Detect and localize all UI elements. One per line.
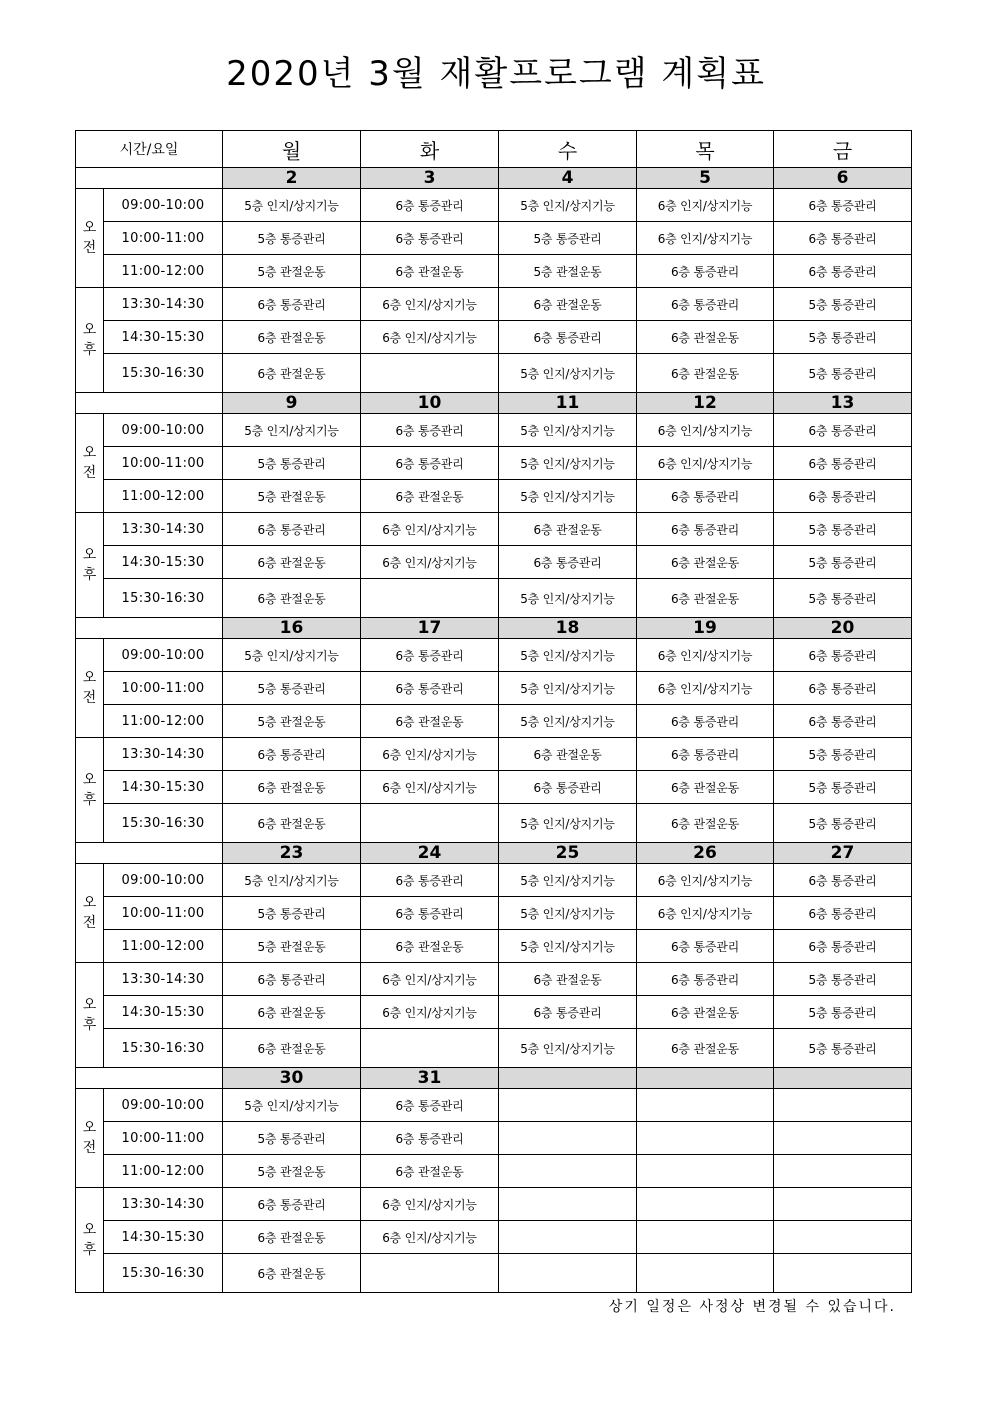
time-cell: 15:30-16:30 (104, 579, 223, 618)
date-cell-tue: 24 (361, 843, 499, 864)
program-cell-fri: 6층 통증관리 (774, 447, 912, 480)
period-am-char: 오 (82, 895, 97, 911)
header-row (76, 131, 912, 168)
time-slot-row (76, 321, 912, 354)
program-cell-tue: 6층 인지/상지기능 (361, 321, 499, 354)
period-am-char: 오 (82, 1120, 97, 1136)
program-cell-mon: 6층 관절운동 (223, 1029, 361, 1068)
program-cell-mon: 6층 관절운동 (223, 804, 361, 843)
program-cell-tue: 6층 관절운동 (361, 930, 499, 963)
program-cell-thu: 6층 인지/상지기능 (637, 222, 774, 255)
time-slot-row (76, 1221, 912, 1254)
program-cell-wed: 5층 인지/상지기능 (499, 189, 637, 222)
date-cell-fri (774, 1068, 912, 1089)
program-cell-fri: 6층 통증관리 (774, 930, 912, 963)
program-cell-tue: 6층 인지/상지기능 (361, 288, 499, 321)
program-cell-thu: 6층 관절운동 (637, 321, 774, 354)
program-cell-thu: 6층 통증관리 (637, 513, 774, 546)
program-cell-mon: 6층 관절운동 (223, 354, 361, 393)
period-am (76, 1089, 104, 1188)
period-am-char: 오 (82, 220, 97, 236)
date-cell-tue: 31 (361, 1068, 499, 1089)
period-pm-char: 오 (82, 997, 97, 1013)
program-cell-mon: 6층 관절운동 (223, 996, 361, 1029)
program-cell-thu: 6층 인지/상지기능 (637, 639, 774, 672)
program-cell-tue: 6층 통증관리 (361, 222, 499, 255)
date-cell-wed: 18 (499, 618, 637, 639)
program-cell-tue: 6층 통증관리 (361, 1122, 499, 1155)
program-cell-fri: 6층 통증관리 (774, 672, 912, 705)
program-cell-thu: 6층 관절운동 (637, 996, 774, 1029)
period-pm-char: 후 (82, 1242, 97, 1258)
period-am-char: 오 (82, 670, 97, 686)
date-row (76, 168, 912, 189)
date-cell-wed: 11 (499, 393, 637, 414)
program-cell-fri: 6층 통증관리 (774, 255, 912, 288)
program-cell-wed (499, 1254, 637, 1293)
time-cell: 11:00-12:00 (104, 255, 223, 288)
program-cell-thu: 6층 통증관리 (637, 738, 774, 771)
day-header-wed: 수 (499, 131, 637, 168)
program-cell-mon: 6층 통증관리 (223, 1188, 361, 1221)
program-cell-thu: 6층 인지/상지기능 (637, 414, 774, 447)
program-cell-thu (637, 1188, 774, 1221)
date-cell-fri: 6 (774, 168, 912, 189)
time-slot-row (76, 672, 912, 705)
program-cell-mon: 6층 관절운동 (223, 771, 361, 804)
date-row-spacer (76, 393, 223, 414)
program-cell-fri: 5층 통증관리 (774, 963, 912, 996)
time-slot-row (76, 414, 912, 447)
program-cell-fri: 6층 통증관리 (774, 864, 912, 897)
time-cell: 14:30-15:30 (104, 996, 223, 1029)
day-header-mon: 월 (223, 131, 361, 168)
program-cell-wed: 5층 인지/상지기능 (499, 639, 637, 672)
program-cell-mon: 6층 통증관리 (223, 738, 361, 771)
program-cell-tue: 6층 관절운동 (361, 255, 499, 288)
date-cell-thu: 26 (637, 843, 774, 864)
time-cell: 14:30-15:30 (104, 771, 223, 804)
program-cell-tue: 6층 통증관리 (361, 1089, 499, 1122)
time-cell: 09:00-10:00 (104, 639, 223, 672)
time-slot-row (76, 963, 912, 996)
time-slot-row (76, 354, 912, 393)
program-cell-mon: 6층 관절운동 (223, 1254, 361, 1293)
program-cell-tue: 6층 통증관리 (361, 414, 499, 447)
program-cell-wed: 5층 인지/상지기능 (499, 579, 637, 618)
program-cell-tue: 6층 통증관리 (361, 897, 499, 930)
time-cell: 10:00-11:00 (104, 897, 223, 930)
period-am-char: 오 (82, 445, 97, 461)
program-cell-fri (774, 1221, 912, 1254)
time-cell: 10:00-11:00 (104, 672, 223, 705)
program-cell-fri: 6층 통증관리 (774, 639, 912, 672)
time-cell: 13:30-14:30 (104, 288, 223, 321)
period-am (76, 864, 104, 963)
program-cell-fri: 6층 통증관리 (774, 480, 912, 513)
program-cell-wed: 6층 통증관리 (499, 321, 637, 354)
period-pm-char: 후 (82, 1017, 97, 1033)
period-pm-char: 오 (82, 772, 97, 788)
time-cell: 10:00-11:00 (104, 447, 223, 480)
time-slot-row (76, 1188, 912, 1221)
period-pm-char: 오 (82, 547, 97, 563)
time-cell: 15:30-16:30 (104, 1029, 223, 1068)
time-slot-row (76, 222, 912, 255)
program-cell-wed: 6층 관절운동 (499, 963, 637, 996)
program-cell-thu: 6층 통증관리 (637, 930, 774, 963)
program-cell-tue: 6층 통증관리 (361, 672, 499, 705)
time-cell: 13:30-14:30 (104, 963, 223, 996)
time-slot-row (76, 1089, 912, 1122)
time-cell: 15:30-16:30 (104, 354, 223, 393)
schedule-body (76, 168, 912, 1293)
program-cell-thu: 6층 관절운동 (637, 771, 774, 804)
program-cell-fri: 6층 통증관리 (774, 189, 912, 222)
program-cell-fri: 5층 통증관리 (774, 354, 912, 393)
date-row (76, 393, 912, 414)
day-header-fri: 금 (774, 131, 912, 168)
time-cell: 15:30-16:30 (104, 1254, 223, 1293)
program-cell-wed: 5층 인지/상지기능 (499, 804, 637, 843)
program-cell-mon: 6층 통증관리 (223, 963, 361, 996)
program-cell-wed (499, 1089, 637, 1122)
program-cell-fri: 5층 통증관리 (774, 321, 912, 354)
program-cell-wed: 6층 관절운동 (499, 738, 637, 771)
period-am-char: 전 (82, 240, 97, 256)
program-cell-fri: 5층 통증관리 (774, 546, 912, 579)
program-cell-thu: 6층 관절운동 (637, 804, 774, 843)
program-cell-fri: 5층 통증관리 (774, 1029, 912, 1068)
program-cell-mon: 6층 관절운동 (223, 579, 361, 618)
date-cell-tue: 10 (361, 393, 499, 414)
time-slot-row (76, 705, 912, 738)
program-cell-thu: 6층 관절운동 (637, 579, 774, 618)
program-cell-wed: 5층 인지/상지기능 (499, 480, 637, 513)
program-cell-thu: 6층 통증관리 (637, 480, 774, 513)
program-cell-wed: 6층 통증관리 (499, 546, 637, 579)
program-cell-mon: 6층 관절운동 (223, 1221, 361, 1254)
program-cell-tue: 6층 인지/상지기능 (361, 963, 499, 996)
program-cell-fri: 5층 통증관리 (774, 579, 912, 618)
date-cell-thu: 12 (637, 393, 774, 414)
program-cell-wed (499, 1122, 637, 1155)
program-cell-thu: 6층 통증관리 (637, 963, 774, 996)
date-cell-fri: 13 (774, 393, 912, 414)
program-cell-fri: 5층 통증관리 (774, 288, 912, 321)
time-cell: 13:30-14:30 (104, 1188, 223, 1221)
program-cell-tue: 6층 인지/상지기능 (361, 513, 499, 546)
program-cell-thu: 6층 관절운동 (637, 546, 774, 579)
program-cell-wed: 5층 인지/상지기능 (499, 897, 637, 930)
program-cell-tue: 6층 통증관리 (361, 864, 499, 897)
program-cell-fri (774, 1155, 912, 1188)
date-row-spacer (76, 843, 223, 864)
program-cell-mon: 6층 관절운동 (223, 321, 361, 354)
time-slot-row (76, 639, 912, 672)
program-cell-mon: 6층 통증관리 (223, 513, 361, 546)
program-cell-fri: 6층 통증관리 (774, 222, 912, 255)
program-cell-mon: 5층 통증관리 (223, 222, 361, 255)
date-cell-mon: 16 (223, 618, 361, 639)
program-cell-tue (361, 1254, 499, 1293)
day-header-tue: 화 (361, 131, 499, 168)
time-day-header: 시간/요일 (76, 131, 223, 168)
program-cell-tue: 6층 인지/상지기능 (361, 546, 499, 579)
program-cell-fri: 5층 통증관리 (774, 996, 912, 1029)
date-cell-thu: 19 (637, 618, 774, 639)
time-cell: 11:00-12:00 (104, 930, 223, 963)
program-cell-tue (361, 354, 499, 393)
time-slot-row (76, 480, 912, 513)
program-cell-wed (499, 1188, 637, 1221)
time-slot-row (76, 255, 912, 288)
period-am (76, 414, 104, 513)
date-cell-wed: 4 (499, 168, 637, 189)
program-cell-wed: 5층 관절운동 (499, 255, 637, 288)
program-cell-wed: 5층 인지/상지기능 (499, 1029, 637, 1068)
period-pm-char: 후 (82, 342, 97, 358)
program-cell-mon: 5층 관절운동 (223, 930, 361, 963)
program-cell-thu (637, 1254, 774, 1293)
date-row (76, 618, 912, 639)
time-slot-row (76, 546, 912, 579)
program-cell-mon: 5층 관절운동 (223, 255, 361, 288)
program-cell-tue: 6층 인지/상지기능 (361, 771, 499, 804)
period-am-char: 전 (82, 1140, 97, 1156)
program-cell-thu: 6층 관절운동 (637, 1029, 774, 1068)
time-slot-row (76, 1122, 912, 1155)
time-cell: 14:30-15:30 (104, 321, 223, 354)
time-slot-row (76, 579, 912, 618)
program-cell-tue: 6층 통증관리 (361, 189, 499, 222)
time-cell: 13:30-14:30 (104, 513, 223, 546)
time-slot-row (76, 447, 912, 480)
program-cell-wed (499, 1221, 637, 1254)
date-cell-fri: 20 (774, 618, 912, 639)
time-slot-row (76, 930, 912, 963)
time-cell: 14:30-15:30 (104, 546, 223, 579)
period-am (76, 189, 104, 288)
period-am (76, 639, 104, 738)
program-cell-tue: 6층 관절운동 (361, 480, 499, 513)
period-pm-char: 오 (82, 322, 97, 338)
program-cell-wed: 5층 인지/상지기능 (499, 864, 637, 897)
program-cell-thu: 6층 관절운동 (637, 354, 774, 393)
time-slot-row (76, 996, 912, 1029)
date-cell-wed (499, 1068, 637, 1089)
program-cell-fri: 5층 통증관리 (774, 513, 912, 546)
time-cell: 11:00-12:00 (104, 705, 223, 738)
time-slot-row (76, 1029, 912, 1068)
period-am-char: 전 (82, 915, 97, 931)
time-slot-row (76, 1155, 912, 1188)
program-cell-thu: 6층 통증관리 (637, 705, 774, 738)
date-row (76, 1068, 912, 1089)
date-cell-fri: 27 (774, 843, 912, 864)
date-cell-wed: 25 (499, 843, 637, 864)
program-cell-thu (637, 1221, 774, 1254)
program-cell-thu: 6층 인지/상지기능 (637, 864, 774, 897)
time-cell: 09:00-10:00 (104, 1089, 223, 1122)
program-cell-fri (774, 1122, 912, 1155)
period-pm (76, 738, 104, 843)
time-cell: 10:00-11:00 (104, 222, 223, 255)
program-cell-mon: 5층 통증관리 (223, 897, 361, 930)
date-row-spacer (76, 168, 223, 189)
program-cell-tue (361, 579, 499, 618)
time-cell: 14:30-15:30 (104, 1221, 223, 1254)
time-cell: 10:00-11:00 (104, 1122, 223, 1155)
period-am-char: 전 (82, 465, 97, 481)
period-pm (76, 1188, 104, 1293)
time-slot-row (76, 804, 912, 843)
program-cell-fri: 6층 통증관리 (774, 705, 912, 738)
time-slot-row (76, 1254, 912, 1293)
time-cell: 13:30-14:30 (104, 738, 223, 771)
program-cell-mon: 5층 통증관리 (223, 447, 361, 480)
date-cell-tue: 3 (361, 168, 499, 189)
program-cell-fri (774, 1254, 912, 1293)
time-slot-row (76, 897, 912, 930)
schedule-table (75, 130, 912, 1293)
time-slot-row (76, 738, 912, 771)
program-cell-tue: 6층 인지/상지기능 (361, 996, 499, 1029)
footnote: 상기 일정은 사정상 변경될 수 있습니다. (608, 1299, 896, 1315)
time-slot-row (76, 771, 912, 804)
program-cell-wed: 5층 인지/상지기능 (499, 414, 637, 447)
program-cell-tue: 6층 관절운동 (361, 1155, 499, 1188)
program-cell-thu (637, 1089, 774, 1122)
program-cell-mon: 5층 인지/상지기능 (223, 1089, 361, 1122)
program-cell-mon: 5층 관절운동 (223, 705, 361, 738)
period-pm (76, 513, 104, 618)
program-cell-thu: 6층 인지/상지기능 (637, 672, 774, 705)
program-cell-mon: 5층 인지/상지기능 (223, 189, 361, 222)
date-row-spacer (76, 618, 223, 639)
program-cell-wed (499, 1155, 637, 1188)
program-cell-thu: 6층 통증관리 (637, 255, 774, 288)
date-row-spacer (76, 1068, 223, 1089)
program-cell-mon: 5층 통증관리 (223, 672, 361, 705)
program-cell-wed: 5층 인지/상지기능 (499, 447, 637, 480)
program-cell-mon: 5층 인지/상지기능 (223, 864, 361, 897)
program-cell-wed: 6층 통증관리 (499, 996, 637, 1029)
period-pm-char: 후 (82, 792, 97, 808)
period-pm (76, 963, 104, 1068)
program-cell-fri: 6층 통증관리 (774, 414, 912, 447)
program-cell-mon: 6층 통증관리 (223, 288, 361, 321)
program-cell-fri: 5층 통증관리 (774, 804, 912, 843)
time-cell: 09:00-10:00 (104, 414, 223, 447)
date-cell-thu (637, 1068, 774, 1089)
time-cell: 11:00-12:00 (104, 480, 223, 513)
program-cell-wed: 6층 통증관리 (499, 771, 637, 804)
program-cell-tue: 6층 인지/상지기능 (361, 1188, 499, 1221)
program-cell-tue: 6층 인지/상지기능 (361, 1221, 499, 1254)
program-cell-tue: 6층 통증관리 (361, 447, 499, 480)
date-cell-thu: 5 (637, 168, 774, 189)
program-cell-fri (774, 1188, 912, 1221)
program-cell-tue: 6층 인지/상지기능 (361, 738, 499, 771)
time-slot-row (76, 288, 912, 321)
period-pm (76, 288, 104, 393)
program-cell-mon: 6층 관절운동 (223, 546, 361, 579)
program-cell-fri: 5층 통증관리 (774, 771, 912, 804)
time-cell: 11:00-12:00 (104, 1155, 223, 1188)
time-slot-row (76, 513, 912, 546)
program-cell-wed: 6층 관절운동 (499, 288, 637, 321)
program-cell-fri: 6층 통증관리 (774, 897, 912, 930)
period-pm-char: 후 (82, 567, 97, 583)
program-cell-thu: 6층 인지/상지기능 (637, 189, 774, 222)
program-cell-thu: 6층 인지/상지기능 (637, 447, 774, 480)
time-cell: 09:00-10:00 (104, 864, 223, 897)
program-cell-wed: 5층 인지/상지기능 (499, 354, 637, 393)
time-slot-row (76, 864, 912, 897)
time-slot-row (76, 189, 912, 222)
program-cell-thu: 6층 인지/상지기능 (637, 897, 774, 930)
program-cell-mon: 5층 인지/상지기능 (223, 639, 361, 672)
program-cell-wed: 5층 통증관리 (499, 222, 637, 255)
date-cell-tue: 17 (361, 618, 499, 639)
date-cell-mon: 2 (223, 168, 361, 189)
program-cell-thu (637, 1122, 774, 1155)
program-cell-wed: 5층 인지/상지기능 (499, 672, 637, 705)
program-cell-wed: 5층 인지/상지기능 (499, 705, 637, 738)
program-cell-fri: 5층 통증관리 (774, 738, 912, 771)
date-row (76, 843, 912, 864)
program-cell-thu (637, 1155, 774, 1188)
period-am-char: 전 (82, 690, 97, 706)
program-cell-tue (361, 804, 499, 843)
program-cell-wed: 5층 인지/상지기능 (499, 930, 637, 963)
program-cell-fri (774, 1089, 912, 1122)
time-cell: 09:00-10:00 (104, 189, 223, 222)
date-cell-mon: 9 (223, 393, 361, 414)
program-cell-tue: 6층 통증관리 (361, 639, 499, 672)
day-header-thu: 목 (637, 131, 774, 168)
program-cell-mon: 5층 인지/상지기능 (223, 414, 361, 447)
program-cell-tue (361, 1029, 499, 1068)
program-cell-mon: 5층 통증관리 (223, 1122, 361, 1155)
program-cell-mon: 5층 관절운동 (223, 480, 361, 513)
program-cell-thu: 6층 통증관리 (637, 288, 774, 321)
period-pm-char: 오 (82, 1222, 97, 1238)
program-cell-tue: 6층 관절운동 (361, 705, 499, 738)
date-cell-mon: 30 (223, 1068, 361, 1089)
time-cell: 15:30-16:30 (104, 804, 223, 843)
program-cell-wed: 6층 관절운동 (499, 513, 637, 546)
program-cell-mon: 5층 관절운동 (223, 1155, 361, 1188)
date-cell-mon: 23 (223, 843, 361, 864)
page-title: 2020년 3월 재활프로그램 계획표 (226, 54, 766, 94)
